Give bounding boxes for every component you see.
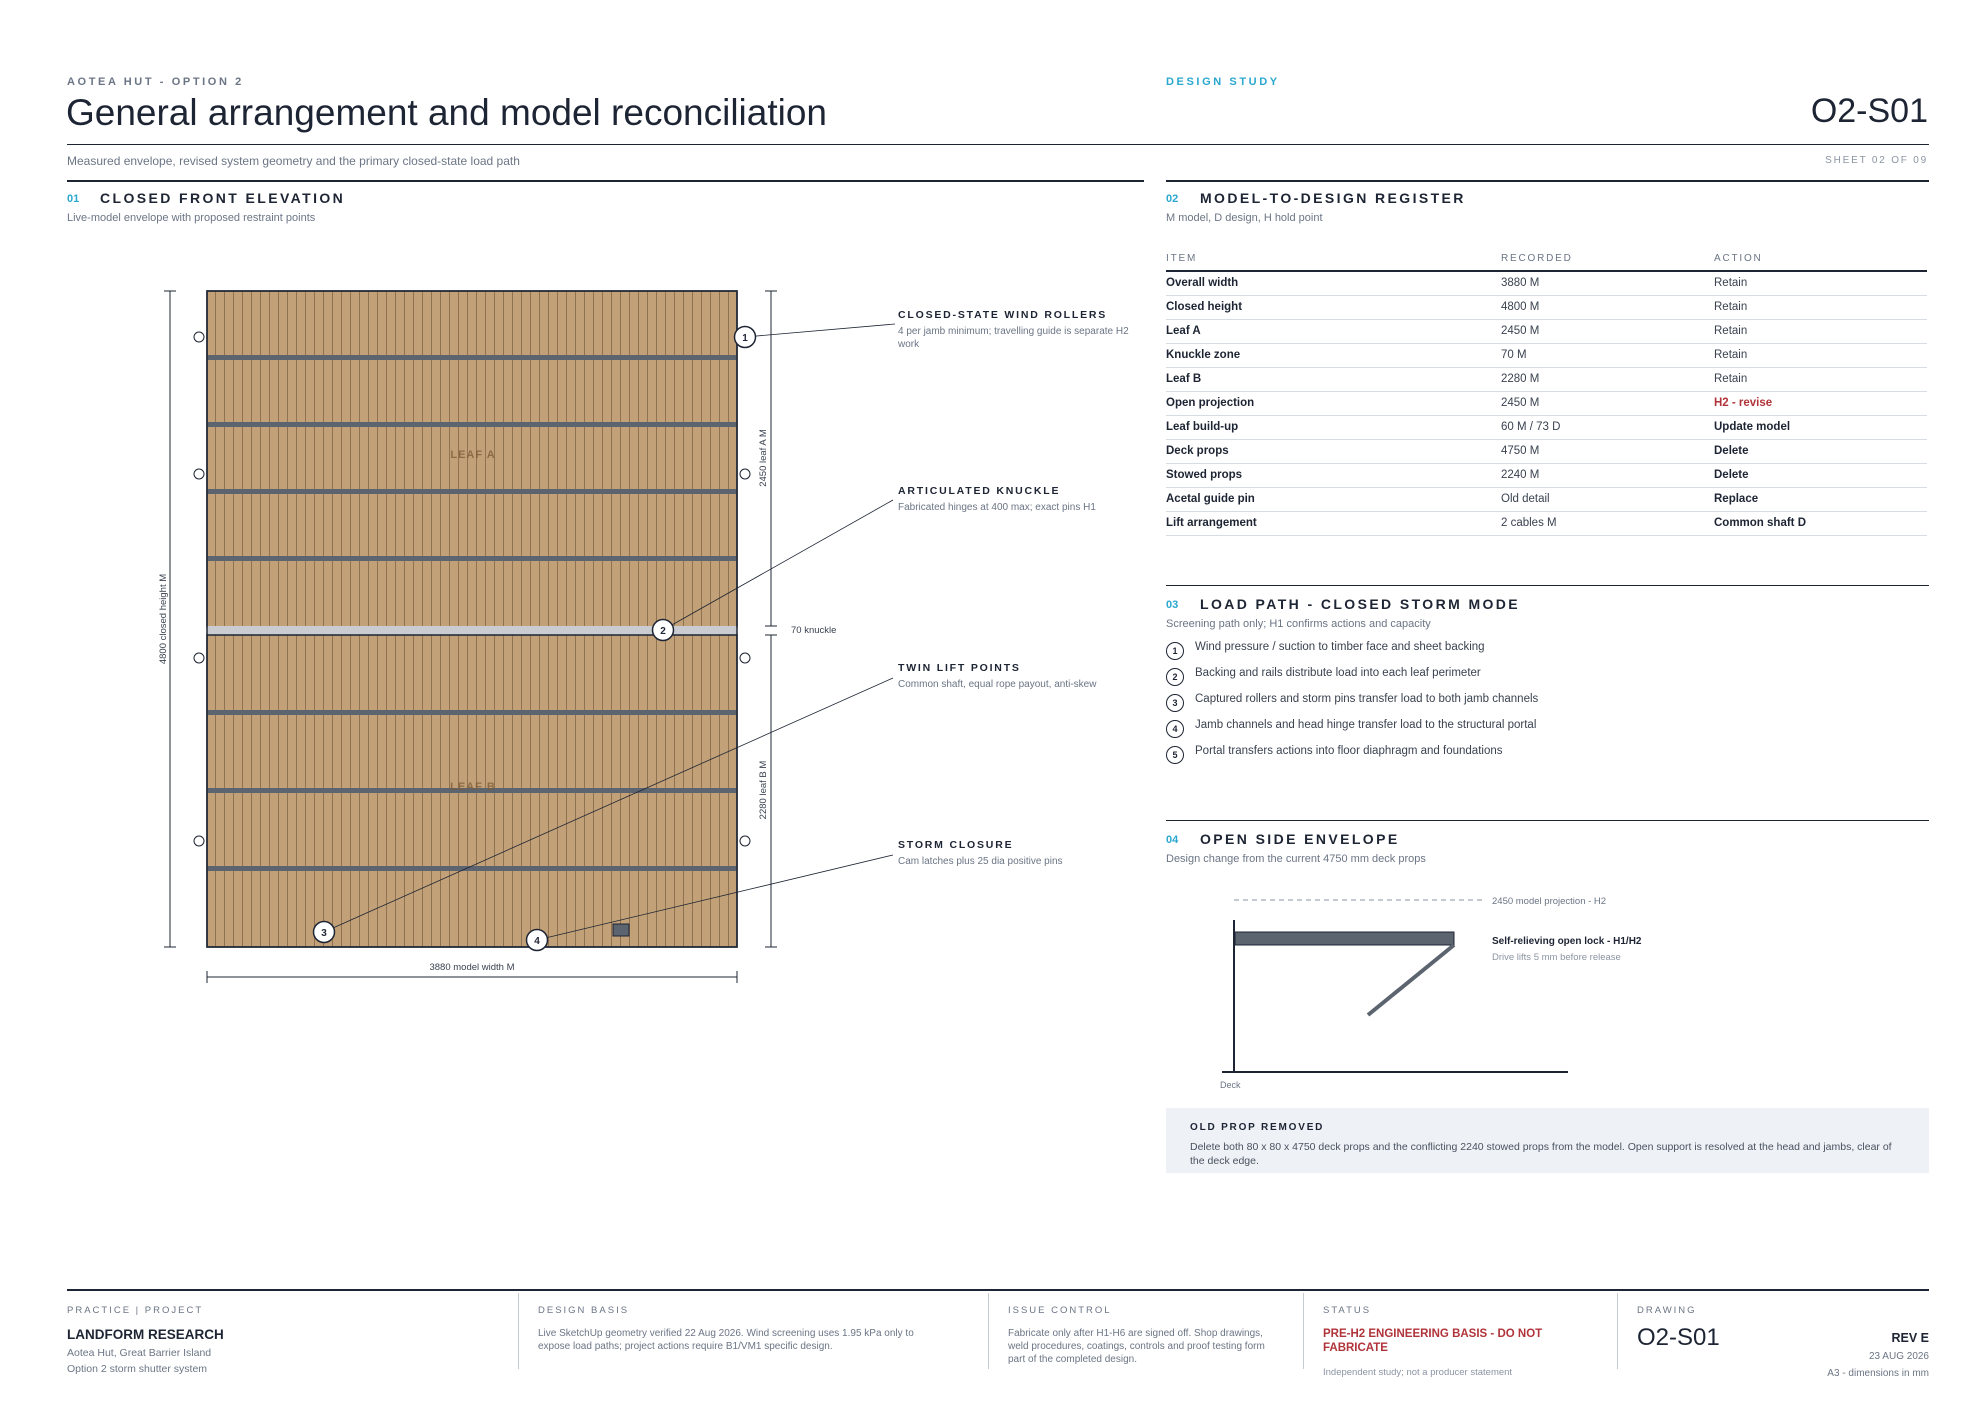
old-prop-note [1166,1108,1929,1173]
section1-title: CLOSED FRONT ELEVATION [100,190,346,206]
footer-status [1323,1305,1583,1378]
step-text: Captured rollers and storm pins transfer load to both jamb channels [1195,693,1539,705]
section3-number: 03 [1166,599,1179,611]
scale-note: A3 - dimensions in mm [1827,1368,1929,1379]
section2-subtitle: M model, D design, H hold point [1166,212,1323,224]
register-action: Delete [1714,463,1927,487]
sheet-number: SHEET 02 OF 09 [1825,155,1928,166]
load-path-step [1166,686,1538,712]
register-row [1166,439,1927,463]
height-dimension-label: 4800 closed height M [158,573,169,665]
register-table [1166,253,1927,536]
page-subtitle: Measured envelope, revised system geometry and the primary closed-state load path [67,154,520,168]
study-eyebrow: DESIGN STUDY [1166,76,1280,88]
issue-date: 23 AUG 2026 [1868,1351,1929,1362]
callout-title: STORM CLOSURE [898,839,1014,851]
column-header-item: ITEM [1166,253,1501,271]
marker-3 [314,922,335,943]
width-dimension-label: 3880 model width M [429,962,515,973]
issue-text: Fabricate only after H1-H6 are signed off. Shop drawings, weld procedures, coatings, controls and proof testing form part of the completed design. [1008,1328,1265,1365]
section4-subtitle: Design change from the current 4750 mm deck props [1166,853,1426,865]
note-title: OLD PROP REMOVED [1190,1122,1325,1133]
drawing-label: DRAWING [1637,1305,1697,1316]
project-system: Option 2 storm shutter system [67,1363,208,1375]
marker-2-label: 2 [660,626,666,637]
register-item: Leaf A [1166,319,1501,343]
footer-design-basis [538,1305,938,1353]
leaf-a-label: LEAF A [450,449,496,461]
register-item: Open projection [1166,391,1501,415]
step-number: 2 [1166,668,1184,686]
load-path-list [1166,634,1538,764]
section3-rule [1166,585,1929,586]
register-action: Retain [1714,271,1927,295]
marker-1 [735,327,756,348]
drawing-number: O2-S01 [1810,92,1928,130]
leaf-b-label: LEAF B [450,781,496,793]
step-number: 1 [1166,642,1184,660]
open-leaf-bar [1235,932,1454,945]
lock-title: Self-relieving open lock - H1/H2 [1492,936,1642,947]
register-row [1166,511,1927,535]
callout-text: 4 per jamb minimum; travelling guide is separate H2 work [898,326,1129,350]
section3-title: LOAD PATH - CLOSED STORM MODE [1200,596,1521,612]
register-item: Deck props [1166,439,1501,463]
footer-rule [67,1289,1929,1291]
column-header-recorded: RECORDED [1501,253,1714,271]
register-recorded: 3880 M [1501,271,1714,295]
register-action: Retain [1714,295,1927,319]
register-item: Lift arrangement [1166,511,1501,535]
callout-knuckle [898,485,1138,514]
footer-divider [1303,1293,1304,1369]
footer-divider [518,1293,519,1369]
leaf-b-dimension-label: 2280 leaf B M [758,760,769,820]
knuckle-dimension-label: 70 knuckle [791,625,837,636]
register-header-row [1166,253,1927,271]
section3-subtitle: Screening path only; H1 confirms actions and capacity [1166,618,1431,630]
note-text: Delete both 80 x 80 x 4750 deck props and the conflicting 2240 stowed props from the model. Open support is resolved at the head and jambs, clear of the deck edge. [1190,1141,1892,1167]
register-action: H2 - revise [1714,391,1927,415]
register-row [1166,319,1927,343]
marker-3-label: 3 [321,928,327,939]
section1-number: 01 [67,193,80,205]
callout-wind-rollers [898,309,1138,351]
status-text: PRE-H2 ENGINEERING BASIS - DO NOT FABRICATE [1323,1328,1543,1354]
footer-divider [1617,1293,1618,1369]
register-recorded: 70 M [1501,343,1714,367]
section2-title: MODEL-TO-DESIGN REGISTER [1200,190,1466,206]
register-row [1166,415,1927,439]
register-recorded: Old detail [1501,487,1714,511]
register-recorded: 2240 M [1501,463,1714,487]
register-row [1166,463,1927,487]
section2-rule [1166,180,1929,182]
register-recorded: 4750 M [1501,439,1714,463]
project-eyebrow: AOTEA HUT - OPTION 2 [67,76,244,88]
register-action: Retain [1714,343,1927,367]
storm-latch-icon [613,924,629,936]
register-row [1166,271,1927,295]
register-row [1166,487,1927,511]
section4-title: OPEN SIDE ENVELOPE [1200,831,1400,847]
callout-text: Fabricated hinges at 400 max; exact pins H1 [898,502,1096,513]
register-item: Overall width [1166,271,1501,295]
leaf-a-dimension-label: 2450 leaf A M [758,429,769,487]
load-path-step [1166,634,1538,660]
register-recorded: 60 M / 73 D [1501,415,1714,439]
basis-text: Live SketchUp geometry verified 22 Aug 2026. Wind screening uses 1.95 kPa only to expose load paths; project actions require B1/VM1 specific design. [538,1328,914,1352]
callout-title: CLOSED-STATE WIND ROLLERS [898,309,1108,321]
section4-rule [1166,820,1929,821]
lock-subtitle: Drive lifts 5 mm before release [1492,952,1621,963]
marker-2 [653,620,674,641]
register-item: Leaf B [1166,367,1501,391]
leaf-dimensions [765,291,777,947]
register-recorded: 2280 M [1501,367,1714,391]
basis-label: DESIGN BASIS [538,1305,630,1316]
register-recorded: 2 cables M [1501,511,1714,535]
register-item: Acetal guide pin [1166,487,1501,511]
callout-lift-points [898,662,1138,691]
column-header-action: ACTION [1714,253,1927,271]
projection-label: 2450 model projection - H2 [1492,896,1607,907]
callout-title: TWIN LIFT POINTS [898,662,1021,674]
register-row [1166,391,1927,415]
marker-1-label: 1 [742,333,748,344]
step-text: Backing and rails distribute load into each leaf perimeter [1195,667,1481,679]
page-title: General arrangement and model reconciliation [66,92,827,133]
deck-label: Deck [1220,1080,1241,1090]
step-number: 5 [1166,746,1184,764]
callout-storm-closure [898,839,1138,868]
step-number: 4 [1166,720,1184,738]
status-label: STATUS [1323,1305,1372,1316]
footer-drawing [1637,1305,1929,1381]
register-item: Leaf build-up [1166,415,1501,439]
footer-issue-control [1008,1305,1278,1366]
footer-practice [67,1305,507,1375]
register-action: Retain [1714,367,1927,391]
practice-label: PRACTICE | PROJECT [67,1305,204,1316]
register-recorded: 2450 M [1501,391,1714,415]
register-action: Delete [1714,439,1927,463]
section4-number: 04 [1166,834,1179,846]
callout-title: ARTICULATED KNUCKLE [898,485,1061,497]
callout-text: Cam latches plus 25 dia positive pins [898,856,1063,867]
lock-strut [1368,945,1454,1015]
footer-drawing-number: O2-S01 [1637,1324,1720,1351]
section1-subtitle: Live-model envelope with proposed restraint points [67,212,316,224]
register-recorded: 4800 M [1501,295,1714,319]
footer-divider [988,1293,989,1369]
register-row [1166,295,1927,319]
status-note: Independent study; not a producer statement [1323,1367,1513,1378]
register-recorded: 2450 M [1501,319,1714,343]
marker-4-label: 4 [534,936,540,947]
load-path-step [1166,712,1538,738]
revision: REV E [1891,1331,1929,1345]
register-row [1166,343,1927,367]
register-item: Stowed props [1166,463,1501,487]
step-number: 3 [1166,694,1184,712]
register-action: Retain [1714,319,1927,343]
load-path-step [1166,738,1538,764]
register-action: Common shaft D [1714,511,1927,535]
open-side-envelope-drawing [1160,880,1930,1100]
step-text: Wind pressure / suction to timber face and sheet backing [1195,641,1485,653]
register-item: Knuckle zone [1166,343,1501,367]
load-path-step [1166,660,1538,686]
register-action: Update model [1714,415,1927,439]
section2-number: 02 [1166,193,1179,205]
marker-4 [527,930,548,951]
step-text: Portal transfers actions into floor diaphragm and foundations [1195,745,1503,757]
register-item: Closed height [1166,295,1501,319]
callout-text: Common shaft, equal rope payout, anti-skew [898,679,1097,690]
project-location: Aotea Hut, Great Barrier Island [67,1347,212,1359]
register-action: Replace [1714,487,1927,511]
practice-name: LANDFORM RESEARCH [67,1327,224,1342]
register-row [1166,367,1927,391]
issue-label: ISSUE CONTROL [1008,1305,1112,1316]
step-text: Jamb channels and head hinge transfer load to the structural portal [1195,719,1537,731]
